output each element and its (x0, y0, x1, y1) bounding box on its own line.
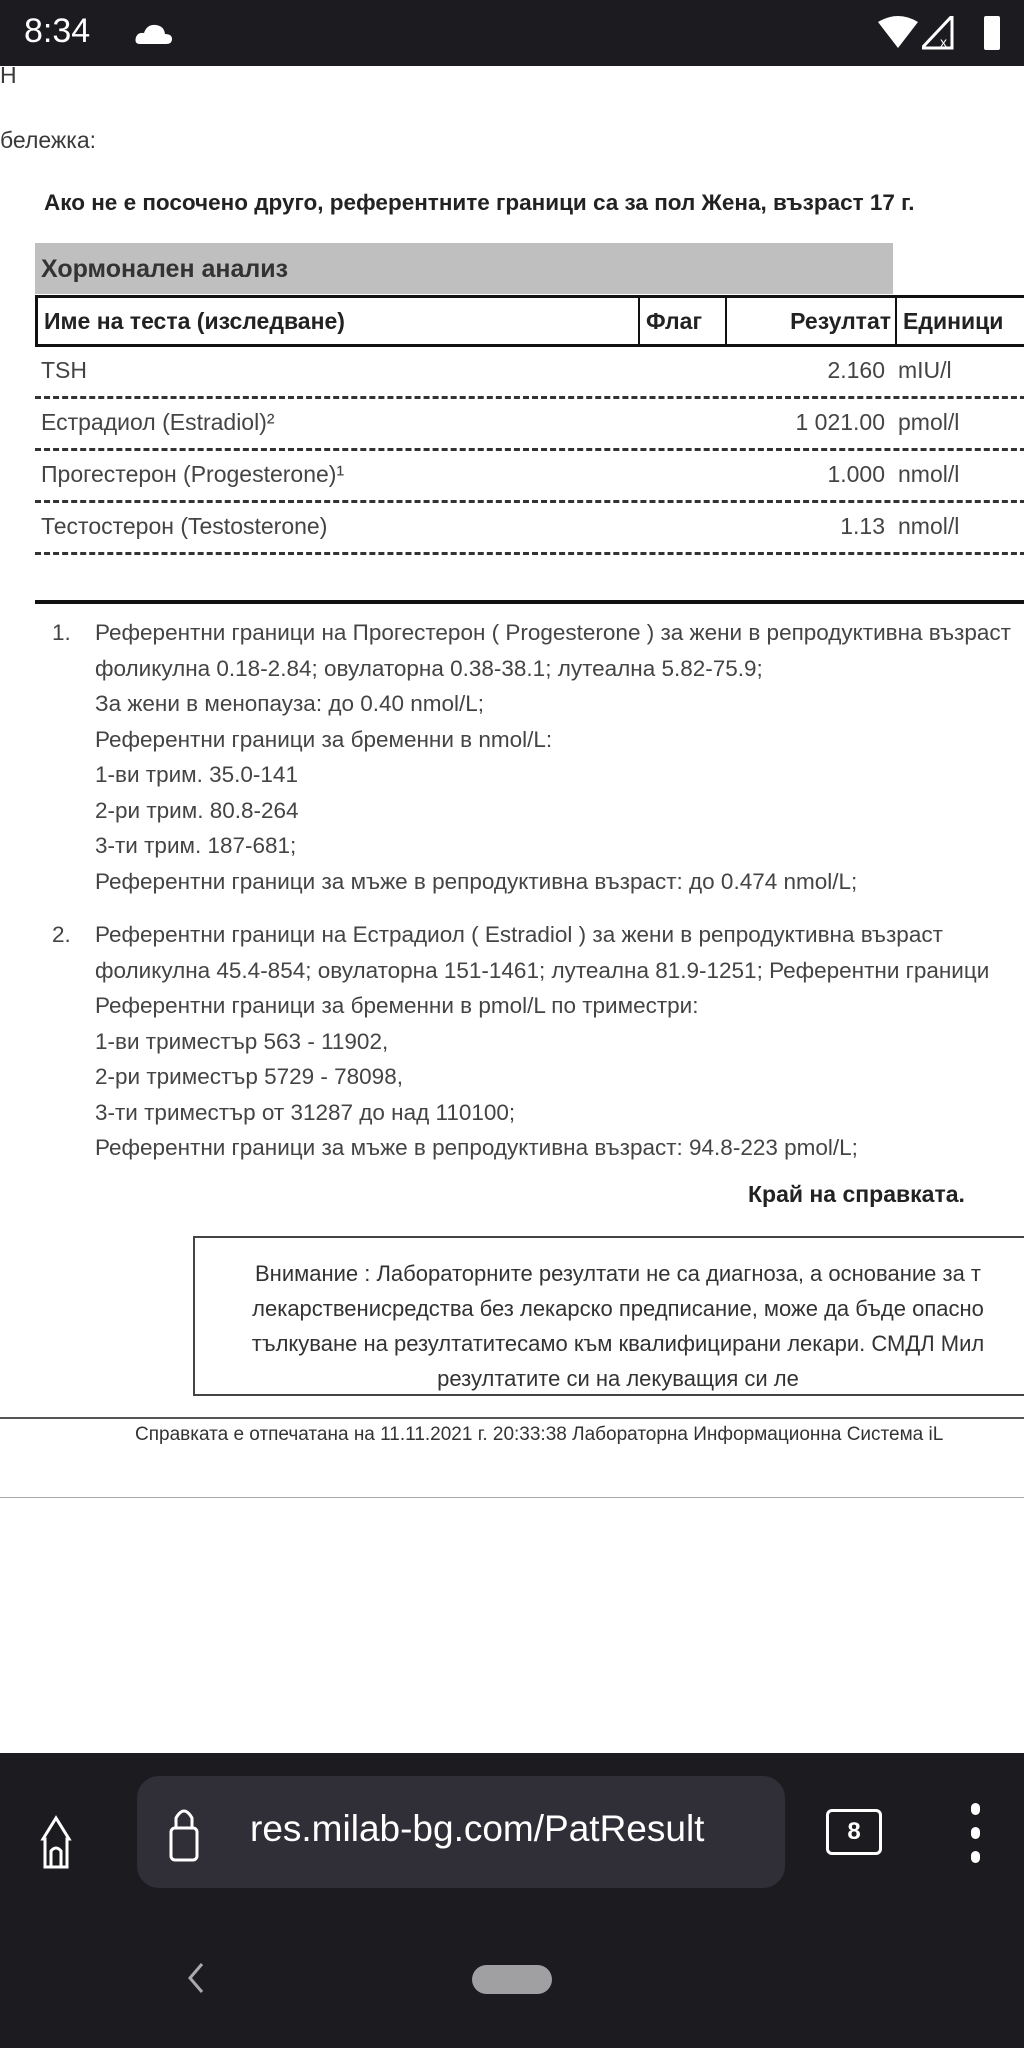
footnote-line: 2-ри триместър 5729 - 78098, (95, 1064, 403, 1089)
footnote-line: Референтни граници на Прогестерон ( Progesterone ) за жени в репродуктивна възраст (95, 620, 1011, 645)
warning-line: Внимание : Лабораторните резултати не са диагноза, а основание за т (255, 1261, 981, 1286)
divider (35, 600, 1024, 604)
footnote-line: 1-ви триместър 563 - 11902, (95, 1028, 389, 1054)
col-name: Име на теста (изследване) (44, 308, 345, 334)
footnote-line: 3-ти триместър от 31287 до над 110100; (95, 1099, 516, 1125)
status-bar (0, 0, 1024, 66)
cut-text: Н (0, 62, 17, 88)
result: 1.000 (827, 461, 885, 487)
footnote-number: 2. (52, 922, 71, 947)
footnote-line: Референтни граници за мъже в репродуктивна възраст: до 0.474 nmol/L; (95, 868, 858, 894)
table-header (35, 295, 1024, 347)
note-label: бележка: (0, 127, 97, 153)
test-name: TSH (41, 357, 87, 383)
footnote-line: Референтни граници за бременни в pmol/L по триместри: (95, 993, 699, 1018)
divider (0, 1497, 1024, 1498)
warning-line: тълкуване на резултатитесамо към квалифицирани лекари. СМДЛ Мил (251, 1331, 985, 1356)
test-name: Естрадиол (Estradiol)² (41, 409, 275, 435)
table-row (35, 399, 1024, 451)
reference-note: Ако не е посочено друго, референтните граници са за пол Жена, възраст 17 г. (44, 190, 915, 215)
result: 2.160 (827, 357, 885, 383)
col-result: Резултат (725, 298, 897, 344)
home-icon[interactable] (40, 1815, 72, 1871)
unit: mIU/l (898, 357, 952, 383)
printed-footer: Справката е отпечатана на 11.11.2021 г. 20:33:38 Лабораторна Информационна Система iL (135, 1424, 944, 1445)
result: 1 021.00 (795, 409, 885, 435)
tab-count-button[interactable]: 8 (826, 1809, 882, 1855)
table-row (35, 503, 1024, 555)
clock: 8:34 (24, 12, 91, 50)
test-name: Прогестерон (Progesterone)¹ (41, 461, 345, 487)
footnote-line: фоликулна 45.4-854; овулаторна 151-1461; лутеална 81.9-1251; Референтни граници (95, 957, 990, 983)
footnote-line: Референтни граници на Естрадиол ( Estradiol ) за жени в репродуктивна възраст (95, 922, 943, 947)
col-flag: Флаг (638, 298, 725, 344)
warning-line: лекарственисредства без лекарско предписание, може да бъде опасно (252, 1296, 984, 1321)
cloud-icon (134, 22, 174, 46)
unit: nmol/l (898, 461, 960, 487)
home-pill[interactable] (472, 1965, 552, 1994)
footnote-line: фоликулна 0.18-2.84; овулаторна 0.38-38.1; лутеална 5.82-75.9; (95, 655, 763, 681)
menu-icon[interactable] (966, 1803, 984, 1863)
footnote-line: 2-ри трим. 80.8-264 (95, 797, 299, 823)
footnote-line: За жени в менопауза: до 0.40 nmol/L; (95, 691, 485, 716)
test-name: Тестостерон (Testosterone) (41, 513, 328, 539)
col-unit: Единици (895, 298, 1009, 344)
result: 1.13 (840, 513, 885, 539)
warning-line: резултатите си на лекуващия си ле (437, 1366, 799, 1391)
address-bar[interactable] (137, 1776, 785, 1888)
lock-icon (169, 1806, 199, 1864)
footnote-number: 1. (52, 620, 71, 645)
unit: pmol/l (898, 409, 960, 435)
table-row (35, 347, 1024, 399)
footnote-line: 1-ви трим. 35.0-141 (95, 762, 298, 787)
warning-box (193, 1236, 1024, 1396)
divider (0, 1417, 1024, 1419)
footnote-line: 3-ти трим. 187-681; (95, 833, 297, 858)
svg-text:x: x (940, 34, 947, 50)
end-label: Край на справката. (748, 1181, 965, 1207)
url-text[interactable]: res.milab-bg.com/PatResult (250, 1808, 705, 1849)
battery-icon (984, 16, 1000, 50)
footnote-line: Референтни граници за мъже в репродуктивна възраст: 94.8-223 pmol/L; (95, 1135, 858, 1160)
table-row (35, 451, 1024, 503)
back-nav-icon[interactable] (186, 1962, 206, 1994)
footnote-line: Референтни граници за бременни в nmol/L: (95, 726, 553, 752)
section-title: Хормонален анализ (35, 243, 893, 294)
signal-icon (922, 16, 954, 50)
wifi-icon (878, 16, 918, 50)
unit: nmol/l (898, 513, 960, 539)
